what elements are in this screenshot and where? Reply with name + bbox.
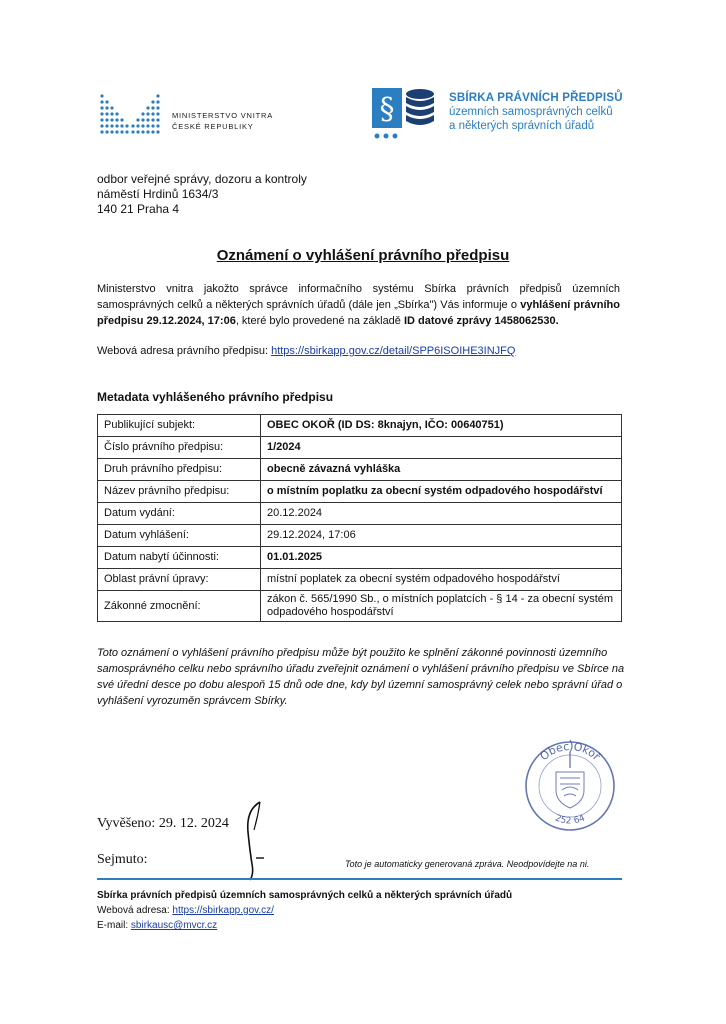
metadata-key: Zákonné zmocnění: xyxy=(98,591,261,622)
table-row xyxy=(98,591,622,622)
table-row xyxy=(98,481,622,503)
auto-generated-note: Toto je automaticky generovaná zpráva. Neodpovídejte na ni. xyxy=(345,859,590,869)
metadata-key: Číslo právního předpisu: xyxy=(98,437,261,459)
metadata-key: Datum vydání: xyxy=(98,503,261,525)
web-address xyxy=(97,345,515,357)
ministry-line2: ČESKÉ REPUBLIKY xyxy=(172,122,254,131)
table-row xyxy=(98,459,622,481)
table-row xyxy=(98,415,622,437)
ministry-line1: MINISTERSTVO VNITRA xyxy=(172,111,274,120)
intro-text-1: Ministerstvo vnitra jakožto správce informačního systému Sbírka právních předpisů územních samosprávných celků a některých správních úřadů (dále jen „Sbírka") Vás informuje o xyxy=(97,283,620,311)
address-line3: 140 21 Praha 4 xyxy=(97,202,180,216)
sbirka-title: SBÍRKA PRÁVNÍCH PŘEDPISŮ xyxy=(449,92,623,104)
metadata-value: obecně závazná vyhláška xyxy=(261,459,622,481)
metadata-key: Oblast právní úpravy: xyxy=(98,569,261,591)
table-row xyxy=(98,503,622,525)
metadata-value: 29.12.2024, 17:06 xyxy=(261,525,622,547)
metadata-key: Název právního předpisu: xyxy=(98,481,261,503)
metadata-key: Druh právního předpisu: xyxy=(98,459,261,481)
footer-title: Sbírka právních předpisů územních samosprávných celků a některých správních úřadů xyxy=(97,890,513,901)
footer-web xyxy=(97,903,512,918)
footer-divider xyxy=(97,878,622,880)
table-row xyxy=(98,437,622,459)
metadata-key: Publikující subjekt: xyxy=(98,415,261,437)
table-row xyxy=(98,547,622,569)
ministry-logo xyxy=(99,92,161,134)
document-title: Oznámení o vyhlášení právního předpisu xyxy=(216,247,510,264)
intro-paragraph xyxy=(97,281,620,329)
metadata-value: 20.12.2024 xyxy=(261,503,622,525)
stamp-text-top: Obec Okoř xyxy=(537,739,603,764)
svg-text:252 64 xyxy=(554,813,587,826)
intro-bold-1: vyhlášení právního předpisu 29.12.2024, 17:06 xyxy=(97,299,620,327)
address-line2: náměstí Hrdinů 1634/3 xyxy=(97,187,219,201)
handwritten-signature xyxy=(238,796,278,886)
web-address-label: Webová adresa právního předpisu: xyxy=(97,345,272,357)
svg-text:§: § xyxy=(379,92,395,127)
regulation-link[interactable]: https://sbirkapp.gov.cz/detail/SPP6ISOIHE3INJFQ xyxy=(271,345,516,357)
metadata-value: zákon č. 565/1990 Sb., o místních poplatcích - § 14 - za obecní systém odpadového hospodářství xyxy=(261,591,622,622)
metadata-heading: Metadata vyhlášeného právního předpisu xyxy=(97,390,334,404)
ministry-name xyxy=(172,110,273,132)
metadata-value: OBEC OKOŘ (ID DS: 8knajyn, IČO: 00640751) xyxy=(261,415,622,437)
sender-address xyxy=(97,172,307,217)
sbirka-name xyxy=(449,91,623,133)
stamp-text-bottom: 252 64 xyxy=(553,813,587,827)
posted-date: Vyvěšeno: 29. 12. 2024 xyxy=(97,816,229,831)
metadata-value: o místním poplatku za obecní systém odpadového hospodářství xyxy=(261,481,622,503)
metadata-table xyxy=(97,414,622,622)
removed-date: Sejmuto: xyxy=(97,852,148,867)
metadata-value: místní poplatek za obecní systém odpadového hospodářství xyxy=(261,569,622,591)
footer-email-label: E-mail: xyxy=(97,920,131,931)
metadata-key: Datum vyhlášení: xyxy=(98,525,261,547)
intro-bold-2: ID datové zprávy 1458062530. xyxy=(403,315,559,327)
footer-web-link[interactable]: https://sbirkapp.gov.cz/ xyxy=(172,905,274,916)
footer-email-link[interactable]: sbirkausc@mvcr.cz xyxy=(130,920,218,931)
sbirka-line2: územních samosprávných celků xyxy=(449,106,613,118)
metadata-value: 01.01.2025 xyxy=(261,547,622,569)
usage-note: Toto oznámení o vyhlášení právního předpisu může být použito ke splnění zákonné povinnosti územního samosprávného celku nebo správního úřadu zveřejnit oznámení o vyhlášení právního předpisu ve Sbírce na své úřední desce po dobu alespoň 15 dnů ode dne, kdy byl územní samosprávný celek nebo správní úřad o vyhlášení vyrozuměn správcem Sbírky. xyxy=(97,647,625,707)
metadata-key: Datum nabytí účinnosti: xyxy=(98,547,261,569)
metadata-value: 1/2024 xyxy=(261,437,622,459)
sbirka-logo xyxy=(372,88,436,140)
table-row xyxy=(98,525,622,547)
address-line1: odbor veřejné správy, dozoru a kontroly xyxy=(97,172,307,186)
footer xyxy=(97,888,512,933)
sbirka-line3: a některých správních úřadů xyxy=(449,120,595,132)
table-row xyxy=(98,569,622,591)
footer-web-label: Webová adresa: xyxy=(97,905,173,916)
intro-text-2: , které bylo provedené na základě xyxy=(235,315,404,327)
footer-email xyxy=(97,918,512,933)
municipal-stamp xyxy=(520,732,620,838)
